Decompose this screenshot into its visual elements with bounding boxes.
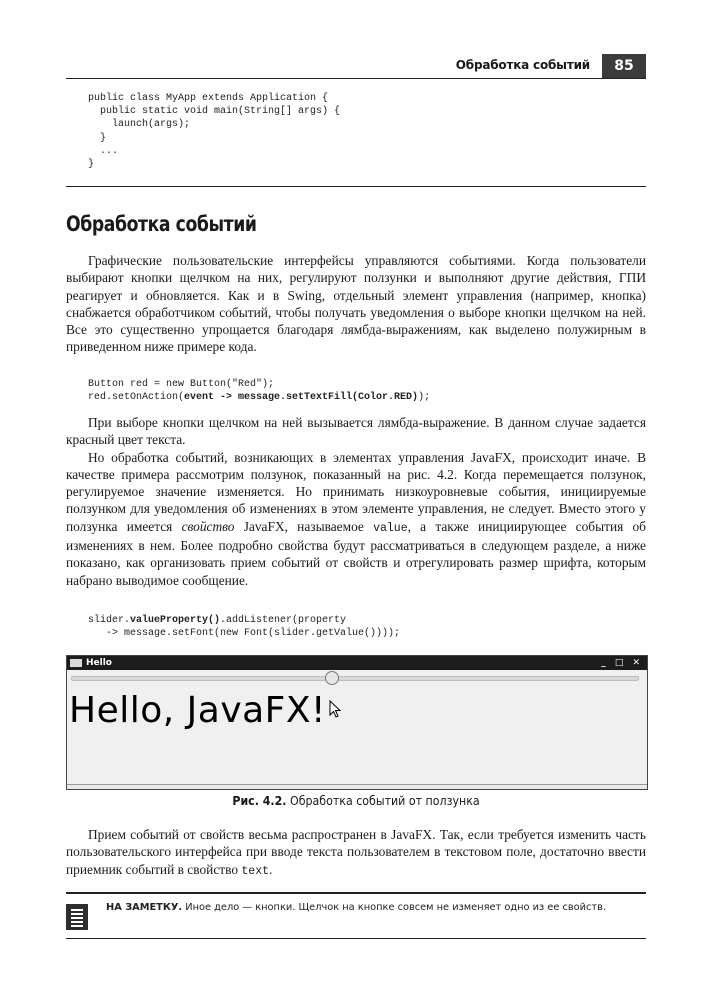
note-text — [106, 901, 646, 915]
paragraph-properties-part2: . — [269, 861, 273, 877]
figure-window — [66, 655, 648, 790]
paragraph-slider-part2: JavaFX, называемое — [234, 518, 374, 534]
paragraph-lambda: При выборе кнопки щелчком на ней вызывается лямбда-выражение. В данном случае задается красный цвет текста. — [66, 415, 646, 448]
window-title: Hello — [86, 658, 112, 668]
inline-code-value: value — [373, 521, 408, 535]
running-header — [66, 54, 646, 79]
code-line: -> message.setFont(new Font(slider.getValue()))); — [88, 628, 401, 640]
section-title: Обработка событий — [66, 212, 257, 236]
paragraph-intro — [66, 252, 646, 356]
paragraph-properties — [66, 826, 646, 880]
paragraph-group — [66, 414, 646, 589]
code-lambda-bold: event -> message.setTextFill(Color.RED) — [184, 392, 419, 404]
code-block-main — [66, 84, 646, 187]
code-block-listener — [88, 614, 400, 640]
figure-caption — [89, 794, 623, 808]
code-block-button — [88, 378, 430, 404]
figure-caption-label: Рис. 4.2. — [232, 794, 287, 808]
note-body: Иное дело — кнопки. Щелчок на кнопке совсем не изменяет одно из ее свойств. — [182, 902, 606, 913]
note-label: НА ЗАМЕТКУ. — [106, 902, 183, 913]
term-property: свойство — [181, 518, 235, 534]
note-box — [66, 892, 646, 939]
paragraph-properties-text — [66, 826, 646, 880]
window-titlebar[interactable] — [67, 656, 647, 670]
window-app-icon — [70, 659, 82, 667]
code-block-main-text: public class MyApp extends Application { public static void main(String[] args) { launch(args); } ... } — [88, 93, 341, 171]
paragraph-properties-part1: Прием событий от свойств весьма распространен в JavaFX. Так, если требуется изменить часть пользовательского интерфейса при вводе текста пользователем в текстовом поле, достаточно ввести приемник событий в свойство — [66, 827, 646, 877]
code-line-prefix: red.setOnAction( — [88, 392, 185, 404]
running-header-title: Обработка событий — [455, 58, 590, 72]
page-number: 85 — [602, 54, 646, 78]
paragraph-slider — [66, 449, 646, 589]
code-line-suffix: .addListener(property — [220, 615, 347, 626]
hello-label: Hello, JavaFX! — [69, 690, 326, 731]
inline-code-text: text — [241, 864, 269, 878]
code-value-property-bold: valueProperty() — [130, 615, 221, 626]
note-document-icon — [66, 904, 88, 930]
window-controls[interactable]: _ □ ✕ — [601, 658, 643, 668]
slider-track[interactable] — [71, 676, 639, 681]
paragraph-intro-text: Графические пользовательские интерфейсы управляются событиями. Когда пользователи выбирают кнопки щелчком на них, регулируют ползунки и выполняют другие действия, ГПИ реагирует и обновляется. Как и в Swing, отдельный элемент управления (например, кнопка) снабжается обработчиком событий, чтобы получать уведомления о выборе кнопки щелчком на ней. Все это существенно упрощается благодаря лямбда-выражениям, как выделено полужирным в приведенном ниже примере кода. — [66, 253, 646, 355]
mouse-pointer-icon — [329, 700, 341, 718]
code-line: Button red = new Button("Red"); — [88, 379, 275, 390]
paragraph-slider-part3: , а также инициирующее события об изменениях в нем. Более подробно свойства будут рассматриваться в следующем разделе, а ниже показано, как организовать прием событий от свойств и отрегулировать размер шрифта, которым набрано выводимое сообщение. — [66, 518, 646, 588]
slider-thumb[interactable] — [325, 671, 339, 685]
code-line-prefix: slider. — [88, 615, 131, 626]
code-line-suffix: ); — [418, 392, 431, 404]
paragraph-slider-part1: Но обработка событий, возникающих в элементах управления JavaFX, происходит иначе. В качестве примера рассмотрим ползунок, показанный на рис. 4.2. Когда перемещается ползунок, регулируемое значение изменяется. Но принимать низкоуровневые события, инициируемые ползунком для уведомления об изменениях в этом элементе управления, не следует. Вместо этого у ползунка имеется — [66, 449, 646, 534]
window-bottom-edge — [67, 784, 647, 789]
figure-caption-text: Обработка событий от ползунка — [286, 794, 480, 808]
